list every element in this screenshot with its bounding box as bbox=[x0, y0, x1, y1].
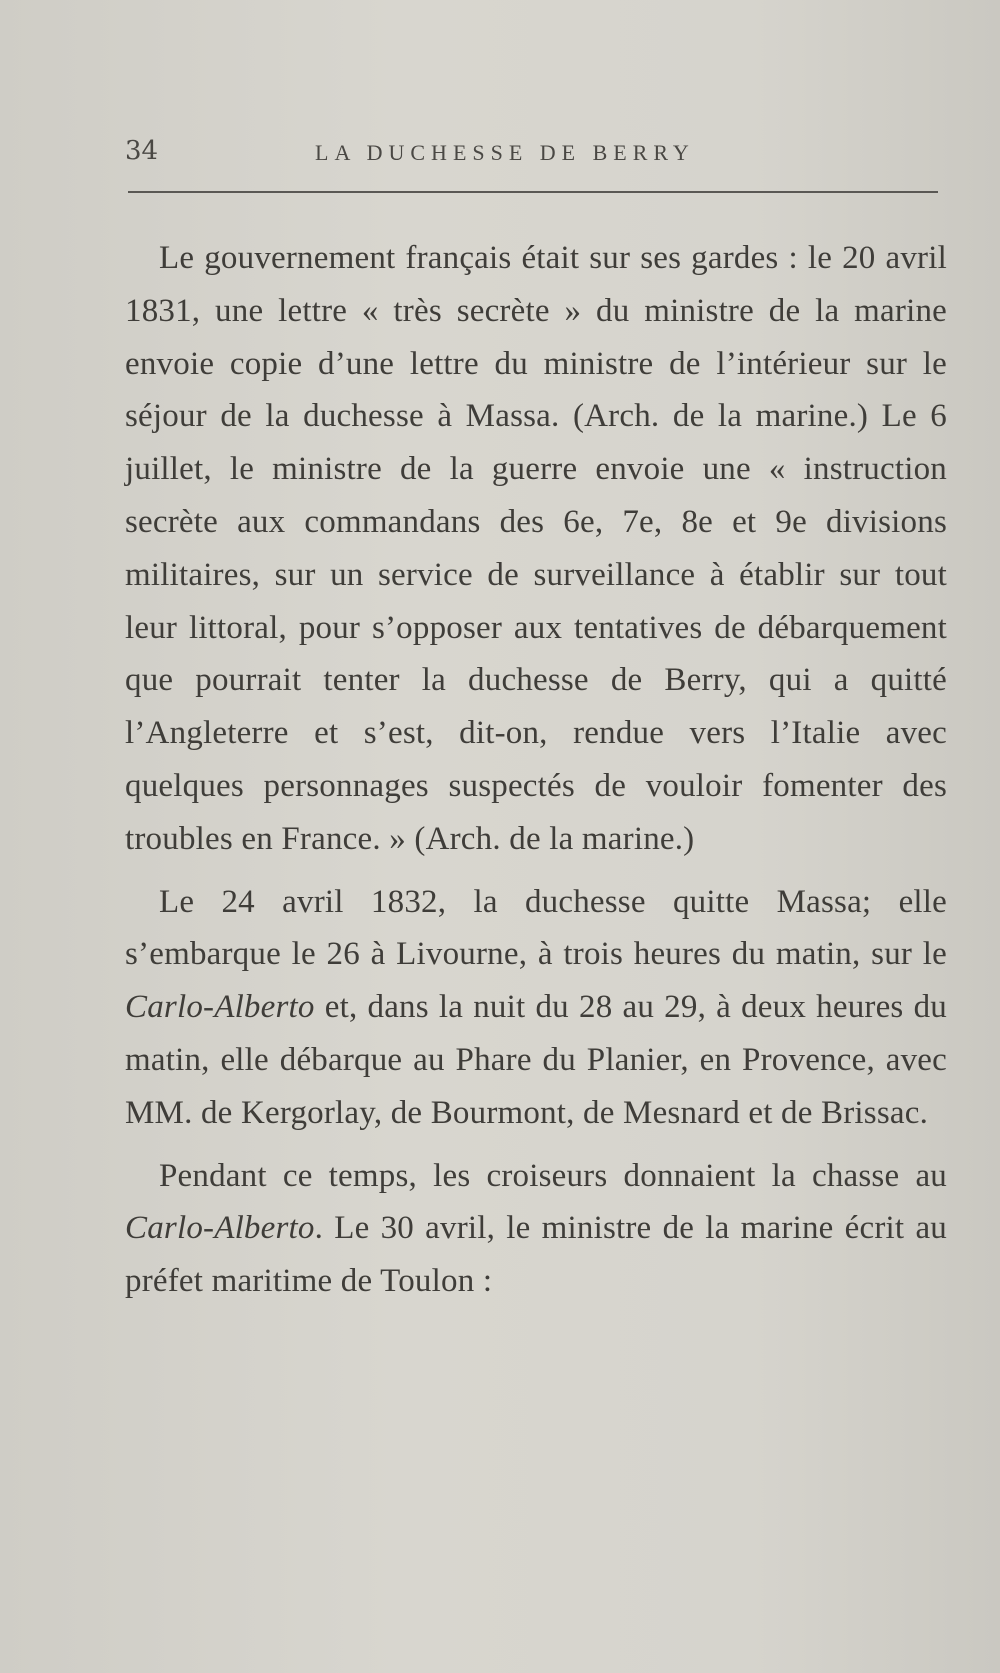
paragraph-3-text-b: . Le 30 avril, le ministre de la marine écrit au préfet maritime de Toulon : bbox=[125, 1210, 947, 1300]
paragraph-3-text-a: Pendant ce temps, les croiseurs donnaient la chasse au bbox=[159, 1157, 947, 1194]
ship-name: Carlo-Alberto bbox=[125, 989, 315, 1026]
paragraph-2 bbox=[125, 876, 947, 1140]
running-title: LA DUCHESSE DE BERRY bbox=[315, 140, 695, 165]
body-text bbox=[125, 232, 947, 1308]
paragraph-2-text-b: et, dans la nuit du 28 au 29, à deux heures du matin, elle débarque au Phare du Planier, en Provence, avec MM. de Kergorlay, de Bourmont, de Mesnard et de Brissac. bbox=[125, 989, 947, 1131]
paragraph-1: Le gouvernement français était sur ses gardes : le 20 avril 1831, une lettre « très secrète » du ministre de la marine envoie copie d’une lettre du ministre de l’intérieur sur le séjour de la duchesse à Massa. (Arch. de la marine.) Le 6 juillet, le ministre de la guerre envoie une « instruction secrète aux commandans des 6e, 7e, 8e et 9e divisions militaires, sur un service de surveillance à établir sur tout leur littoral, pour s’opposer aux tentatives de débarquement que pourrait tenter la duchesse de Berry, qui a quitté l’Angleterre et s’est, dit-on, rendue vers l’Italie avec quelques personnages suspectés de vouloir fomenter des troubles en France. » (Arch. de la marine.) bbox=[125, 240, 947, 857]
ship-name: Carlo-Alberto bbox=[125, 1210, 315, 1247]
paragraph-2-text-a: Le 24 avril 1832, la duchesse quitte Massa; elle s’embarque le 26 à Livourne, à trois heures du matin, sur le bbox=[125, 883, 947, 973]
header-rule bbox=[128, 191, 938, 193]
paragraph-3 bbox=[125, 1150, 947, 1308]
page-header bbox=[125, 130, 940, 170]
page-number: 34 bbox=[125, 136, 159, 166]
